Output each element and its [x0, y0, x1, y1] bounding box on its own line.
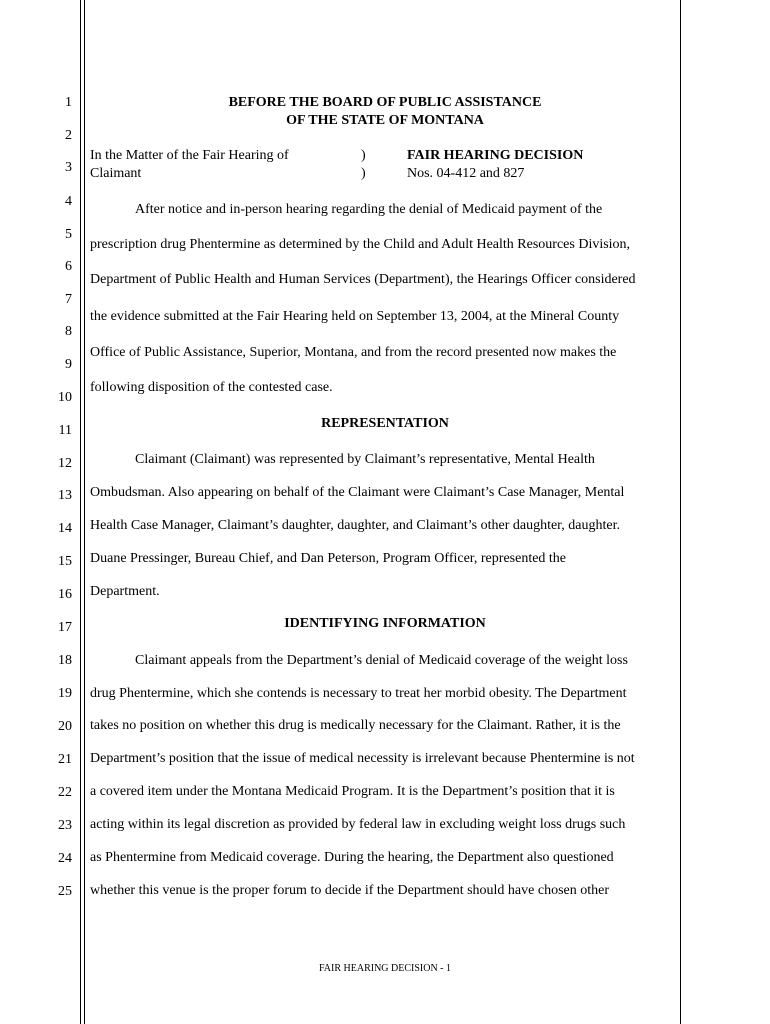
representation-line: Duane Pressinger, Bureau Chief, and Dan Peterson, Program Officer, represented the — [90, 551, 567, 566]
representation-line: Health Case Manager, Claimant’s daughter, daughter, and Claimant’s other daughter, daughter. — [90, 518, 620, 533]
line-number: 7 — [65, 292, 72, 307]
line-number: 12 — [58, 456, 72, 471]
line-number: 20 — [58, 719, 72, 734]
line-number: 19 — [58, 686, 72, 701]
line-number: 17 — [58, 620, 72, 635]
line-number: 18 — [58, 653, 72, 668]
representation-line: Claimant (Claimant) was represented by Claimant’s representative, Mental Health — [135, 452, 595, 467]
identifying-line: as Phentermine from Medicaid coverage. During the hearing, the Department also questioned — [90, 850, 614, 865]
caption-party: Claimant — [90, 166, 142, 181]
identifying-heading: IDENTIFYING INFORMATION — [284, 616, 486, 631]
document-heading-line2: OF THE STATE OF MONTANA — [286, 113, 484, 128]
right-margin-rule — [680, 0, 681, 1024]
line-number: 22 — [58, 785, 72, 800]
intro-line: Department of Public Health and Human Services (Department), the Hearings Officer considered — [90, 272, 636, 287]
line-number: 6 — [65, 259, 72, 274]
line-number: 8 — [65, 324, 72, 339]
identifying-line: drug Phentermine, which she contends is necessary to treat her morbid obesity. The Department — [90, 686, 627, 701]
identifying-line: takes no position on whether this drug is medically necessary for the Claimant. Rather, it is the — [90, 718, 621, 733]
line-number: 16 — [58, 587, 72, 602]
line-number: 21 — [58, 752, 72, 767]
line-number: 1 — [65, 95, 72, 110]
line-number: 2 — [65, 128, 72, 143]
identifying-line: Claimant appeals from the Department’s denial of Medicaid coverage of the weight loss — [135, 653, 628, 668]
line-number: 3 — [65, 160, 72, 175]
representation-line: Department. — [90, 584, 160, 599]
caption-matter: In the Matter of the Fair Hearing of — [90, 148, 289, 163]
line-number: 10 — [58, 390, 72, 405]
caption-title: FAIR HEARING DECISION — [407, 148, 584, 163]
line-number: 25 — [58, 884, 72, 899]
page-footer: FAIR HEARING DECISION - 1 — [318, 963, 452, 974]
identifying-line: whether this venue is the proper forum to decide if the Department should have chosen other — [90, 883, 610, 898]
line-number: 24 — [58, 851, 72, 866]
identifying-line: a covered item under the Montana Medicaid Program. It is the Department’s position that it is — [90, 784, 615, 799]
line-number: 14 — [58, 521, 72, 536]
line-number: 9 — [65, 357, 72, 372]
line-number: 23 — [58, 818, 72, 833]
line-number: 15 — [58, 554, 72, 569]
intro-line: following disposition of the contested case. — [90, 380, 333, 395]
caption-paren: ) — [361, 148, 366, 163]
intro-line: After notice and in-person hearing regarding the denial of Medicaid payment of the — [135, 202, 603, 217]
line-number: 4 — [65, 194, 72, 209]
line-number: 11 — [58, 423, 72, 438]
representation-heading: REPRESENTATION — [321, 416, 449, 431]
line-number: 5 — [65, 227, 72, 242]
line-number: 13 — [58, 488, 72, 503]
intro-line: the evidence submitted at the Fair Hearing held on September 13, 2004, at the Mineral County — [90, 309, 620, 324]
caption-case-numbers: Nos. 04-412 and 827 — [407, 166, 525, 181]
intro-line: prescription drug Phentermine as determined by the Child and Adult Health Resources Division, — [90, 237, 631, 252]
caption-paren: ) — [361, 166, 366, 181]
identifying-line: Department’s position that the issue of medical necessity is irrelevant because Phentermine is not — [90, 751, 635, 766]
identifying-line: acting within its legal discretion as provided by federal law in excluding weight loss drugs such — [90, 817, 626, 832]
representation-line: Ombudsman. Also appearing on behalf of the Claimant were Claimant’s Case Manager, Mental — [90, 485, 625, 500]
left-margin-rule-outer — [80, 0, 81, 1024]
document-heading-line1: BEFORE THE BOARD OF PUBLIC ASSISTANCE — [228, 95, 542, 110]
left-margin-rule-inner — [84, 0, 85, 1024]
intro-line: Office of Public Assistance, Superior, Montana, and from the record presented now makes the — [90, 345, 617, 360]
